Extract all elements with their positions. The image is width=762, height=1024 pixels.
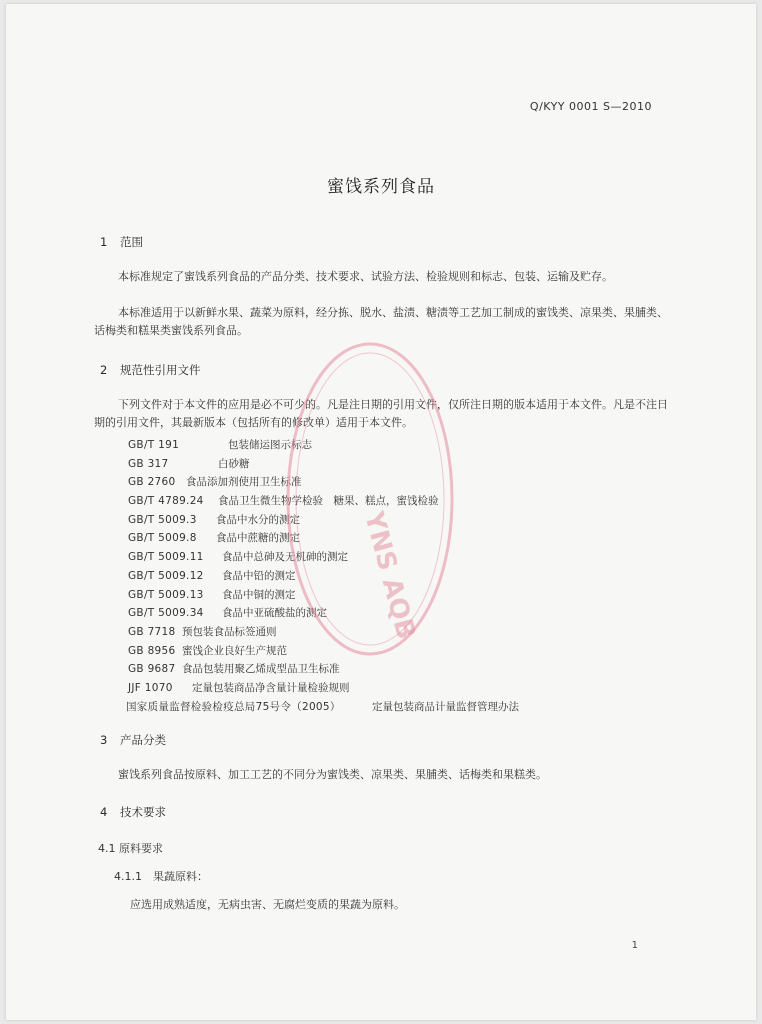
section-title: 规范性引用文件 xyxy=(120,363,201,377)
fruit-vegetable-requirement: 应选用成熟适度，无病虫害、无腐烂变质的果蔬为原料。 xyxy=(130,898,405,911)
reference-item: GB 7718 预包装食品标签通则 xyxy=(128,625,277,638)
section-number: 2 xyxy=(100,363,108,377)
reference-item: GB/T 4789.24 食品卫生微生物学检验 糖果、糕点，蜜饯检验 xyxy=(128,495,439,508)
reference-item: GB 317 白砂糖 xyxy=(128,457,250,470)
reference-item: GB/T 191 包装储运图示标志 xyxy=(128,439,312,451)
section-heading-classification xyxy=(100,732,166,748)
section-number: 4 xyxy=(100,805,108,819)
section-title: 技术要求 xyxy=(120,805,166,819)
reference-item: GB/T 5009.8 食品中蔗糖的测定 xyxy=(128,532,300,545)
classification-text: 蜜饯系列食品按原料、加工工艺的不同分为蜜饯类、凉果类、果脯类、话梅类和果糕类。 xyxy=(118,768,547,781)
scope-paragraph-2: 本标准适用于以新鲜水果、蔬菜为原料，经分拣、脱水、盐渍、糖渍等工艺加工制成的蜜饯类、凉果类、果脯类、话梅类和糕果类蜜饯系列食品。 xyxy=(94,306,668,337)
reference-item: GB/T 5009.13 食品中铜的测定 xyxy=(128,588,296,601)
reference-item: GB/T 5009.11 食品中总砷及无机砷的测定 xyxy=(128,551,348,564)
references-intro: 下列文件对于本文件的应用是必不可少的。凡是注日期的引用文件，仅所注日期的版本适用于本文件。凡是不注日期的引用文件，其最新版本（包括所有的修改单）适用于本文件。 xyxy=(94,398,668,429)
section-number: 3 xyxy=(100,733,108,747)
svg-text:YNS AQB: YNS AQB xyxy=(358,508,421,643)
document-page xyxy=(6,4,756,1020)
subsection-heading-raw-materials: 4.1 原料要求 xyxy=(98,842,163,855)
reference-list xyxy=(128,436,519,716)
reference-item: JJF 1070 定量包装商品净含量计量检验规则 xyxy=(128,681,350,694)
section-heading-technical xyxy=(100,804,166,820)
section-heading-references xyxy=(100,362,201,378)
reference-item: GB/T 5009.12 食品中铅的测定 xyxy=(128,569,296,582)
reference-item: GB/T 5009.3 食品中水分的测定 xyxy=(128,513,300,526)
reference-item: GB/T 5009.34 食品中亚硫酸盐的测定 xyxy=(128,607,327,620)
section-heading-scope xyxy=(100,234,143,250)
section-title: 范围 xyxy=(120,235,143,249)
page-number: 1 xyxy=(631,940,638,951)
reference-item: GB 2760 食品添加剂使用卫生标准 xyxy=(128,476,302,489)
reference-item: GB 9687 食品包装用聚乙烯成型品卫生标准 xyxy=(128,663,340,676)
section-title: 产品分类 xyxy=(120,733,166,747)
reference-item: GB 8956 蜜饯企业良好生产规范 xyxy=(128,644,287,657)
subsection-heading-fruit-vegetable: 4.1.1 果蔬原料： xyxy=(114,870,208,883)
document-code: Q/KYY 0001 S—2010 xyxy=(529,100,652,113)
scope-paragraph-1: 本标准规定了蜜饯系列食品的产品分类、技术要求、试验方法、检验规则和标志、包装、运输及贮存。 xyxy=(118,270,613,283)
document-title: 蜜饯系列食品 xyxy=(327,177,435,197)
reference-item: 国家质量监督检验检疫总局75号令（2005） 定量包装商品计量监督管理办法 xyxy=(126,700,519,713)
section-number: 1 xyxy=(100,235,108,249)
